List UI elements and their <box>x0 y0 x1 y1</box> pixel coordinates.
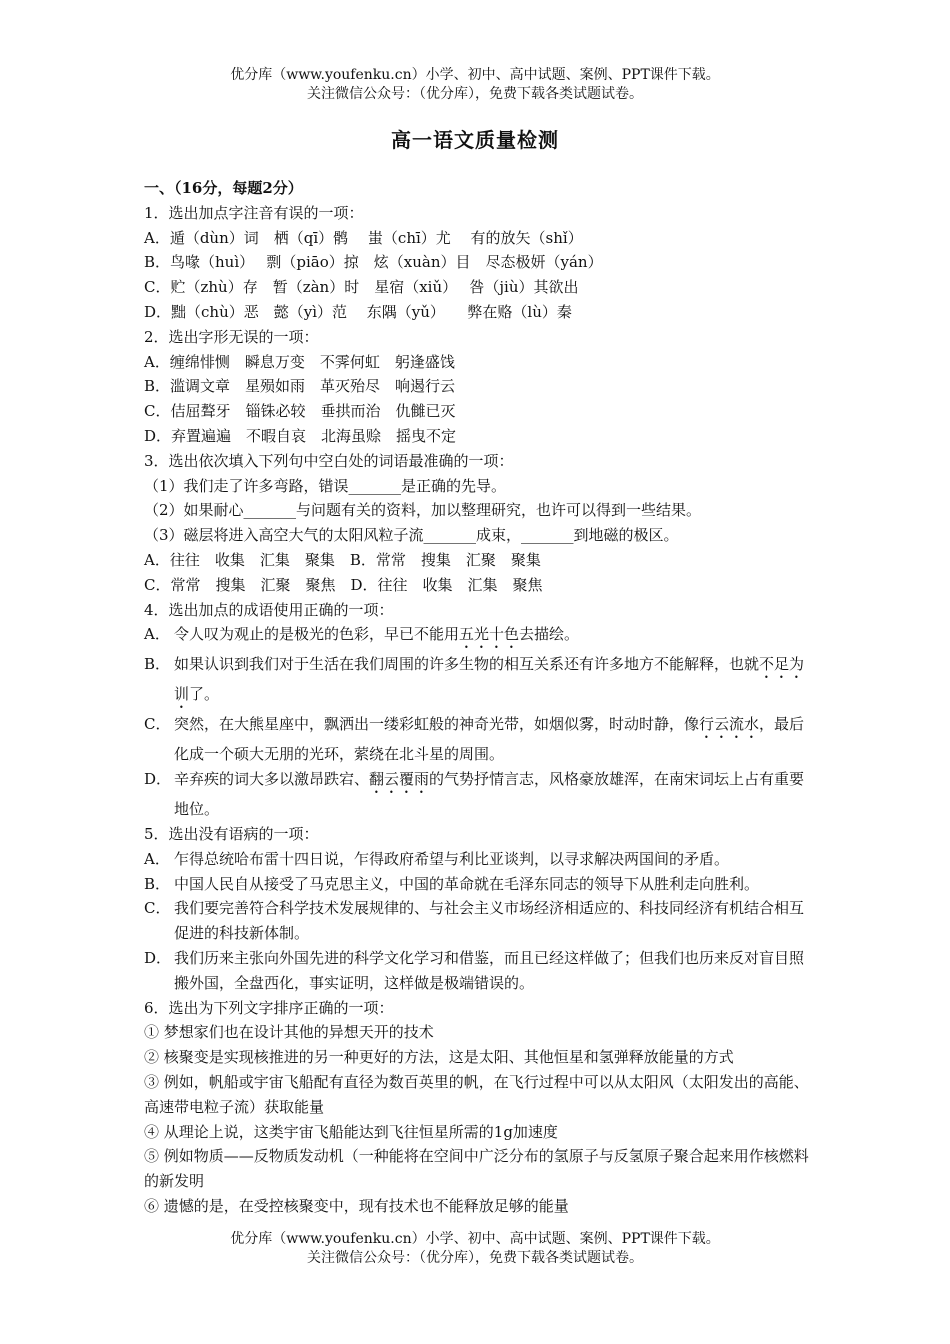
q1-option-c: C．贮（zhù）存 暂（zàn）时 星宿（xiǔ） 咎（jiù）其欲出 <box>144 278 579 297</box>
option-label: A． <box>144 625 170 644</box>
q5-option-b <box>144 872 814 897</box>
page-title: 高一语文质量检测 <box>391 128 559 152</box>
q6-stem: 6．选出为下列文字排序正确的一项： <box>144 998 394 1017</box>
q3-options-cd: C．常常 搜集 汇聚 聚焦 D．往往 收集 汇集 聚焦 <box>144 575 543 594</box>
option-text: 突然，在大熊星座中，飘洒出一缕彩虹般的神奇光带，如烟似雾，时动时静，像 <box>174 715 700 734</box>
option-text: 中国人民自从接受了马克思主义，中国的革命就在毛泽东同志的领导下从胜利走向胜利。 <box>174 874 760 893</box>
option-text: 我们历来主张向外国先进的科学文化学习和借鉴，而且已经这样做了；但我们也历来反对盲目照搬外国，全盘西化，事实证明，这样做是极端错误的。 <box>174 948 805 992</box>
q4-stem: 4．选出加点的成语使用正确的一项： <box>144 600 394 619</box>
q5-option-d <box>144 946 814 996</box>
q4-option-b <box>144 652 814 712</box>
option-text-end: 了。 <box>189 685 220 704</box>
q2-option-a: A．缠绵悱恻 瞬息万变 不霁何虹 躬逢盛饯 <box>144 352 455 371</box>
sentence-text: ④ 从理论上说，这类宇宙飞船能达到飞往恒星所需的1g加速度 <box>144 1122 558 1141</box>
q5-stem: 5．选出没有语病的一项： <box>144 824 319 843</box>
q3-stem: 3．选出依次填入下列句中空白处的词语最准确的一项： <box>144 451 514 470</box>
sentence-text: ② 核聚变是实现核推进的另一种更好的方法，这是太阳、其他恒星和氢弹释放能量的方式 <box>144 1048 734 1067</box>
q6-item-6 <box>144 1194 814 1219</box>
option-text-end: 去描绘。 <box>519 625 580 644</box>
q1-stem: 1．选出加点字注音有误的一项： <box>144 203 364 222</box>
option-text: 我们要完善符合科学技术发展规律的、与社会主义市场经济相适应的、科技同经济有机结合相互促进的科技新体制。 <box>174 899 805 943</box>
footer-line-1: 优分库（www.youfenku.cn）小学、初中、高中试题、案例、PPT课件下载。 <box>230 1231 720 1247</box>
option-text: 令人叹为观止的是极光的色彩，早已不能用 <box>174 625 460 644</box>
q2-option-d: D．弃置遍遍 不暇自哀 北海虽赊 摇曳不定 <box>144 426 457 445</box>
q3-options-ab: A．往往 收集 汇集 聚集 B．常常 搜集 汇聚 聚集 <box>144 550 541 569</box>
q2-stem: 2．选出字形无误的一项： <box>144 327 319 346</box>
option-text: 如果认识到我们对于生活在我们周围的许多生物的相互关系还有许多地方不能解释，也就 <box>174 655 760 674</box>
q1-option-d: D．黜（chù）恶 懿（yì）范 东隅（yǔ） 弊在赂（lù）秦 <box>144 302 572 321</box>
exam-content <box>144 176 814 1219</box>
q2-option-c: C．佶屈聱牙 锱铢必较 垂拱而治 仇雠已灭 <box>144 402 456 421</box>
q4-option-a <box>144 622 814 652</box>
q1-option-a: A．遁（dùn）词 栖（qī）鹘 蚩（chī）尤 有的放矢（shǐ） <box>144 228 583 247</box>
q6-item-1 <box>144 1020 814 1045</box>
sentence-text: ① 梦想家们也在设计其他的异想天开的技术 <box>144 1023 434 1042</box>
option-label: C． <box>144 899 171 918</box>
q3-sentence-2: （2）如果耐心_______与问题有关的资料，加以整理研究，也许可以得到一些结果。 <box>144 501 702 520</box>
option-label: B． <box>144 655 171 674</box>
q1-option-b: B．鸟喙（huì） 剽（piāo）掠 炫（xuàn）目 尽态极妍（yán） <box>144 253 603 272</box>
header-line-2: 关注微信公众号：（优分库），免费下载各类试题试卷。 <box>307 86 643 102</box>
page-footer <box>0 1230 950 1268</box>
q4-option-d <box>144 767 814 822</box>
sentence-text: ③ 例如，帆船或宇宙飞船配有直径为数百英里的帆，在飞行过程中可以从太阳风（太阳发出的高能、高速带电粒子流）获取能量 <box>144 1072 809 1116</box>
sentence-text: ⑤ 例如物质——反物质发动机（一种能将在空间中广泛分布的氢原子与反氢原子聚合起来用作核燃料的新发明 <box>144 1147 809 1191</box>
q6-item-3 <box>144 1070 814 1120</box>
header-line-1: 优分库（www.youfenku.cn）小学、初中、高中试题、案例、PPT课件下载。 <box>230 67 720 83</box>
option-label: B． <box>144 874 171 893</box>
emphasized-idiom: 行云流水 <box>699 715 760 734</box>
option-label: D． <box>144 948 172 967</box>
q3-sentence-3: （3）磁层将进入高空大气的太阳风粒子流_______成束，_______到地磁的极区。 <box>144 526 679 545</box>
section-heading: 一、（16分，每题2分） <box>144 179 303 197</box>
q5-option-a <box>144 847 814 872</box>
option-label: D． <box>144 770 172 789</box>
option-label: A． <box>144 849 170 868</box>
option-label: C． <box>144 715 171 734</box>
q4-option-c <box>144 712 814 767</box>
q6-item-2 <box>144 1045 814 1070</box>
sentence-text: ⑥ 遗憾的是，在受控核聚变中，现有技术也不能释放足够的能量 <box>144 1196 569 1215</box>
option-text: 乍得总统哈布雷十四日说，乍得政府希望与利比亚谈判，以寻求解决两国间的矛盾。 <box>174 849 730 868</box>
emphasized-idiom: 不足为训 <box>174 655 805 704</box>
q5-option-c <box>144 896 814 946</box>
q3-sentence-1: （1）我们走了许多弯路，错误_______是正确的先导。 <box>144 476 507 495</box>
emphasized-idiom: 五光十色 <box>459 625 520 644</box>
q2-option-b: B．滥调文章 星殒如雨 革灭殆尽 响遏行云 <box>144 377 456 396</box>
q6-item-5 <box>144 1144 814 1194</box>
option-text-end: ，最后化成一个硕大无朋的光环，萦绕在北斗星的周围。 <box>174 715 805 764</box>
option-text-end: 的气势抒情言志，风格豪放雄浑，在南宋词坛上占有重要地位。 <box>174 770 805 819</box>
footer-line-2: 关注微信公众号：（优分库），免费下载各类试题试卷。 <box>307 1250 643 1266</box>
page-header <box>0 66 950 104</box>
emphasized-idiom: 翻云覆雨 <box>369 770 430 789</box>
q6-item-4 <box>144 1120 814 1145</box>
option-text: 辛弃疾的词大多以激昂跌宕、 <box>174 770 370 789</box>
